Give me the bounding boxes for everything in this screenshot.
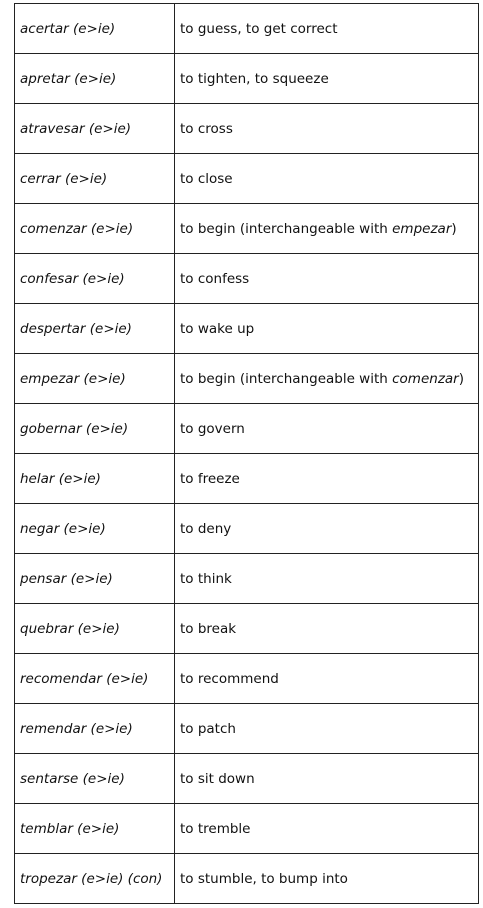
meaning-text: to guess, to get correct [180, 20, 338, 37]
table-row [15, 754, 479, 804]
table-row [15, 654, 479, 704]
verb-cell: sentarse (e>ie) [15, 754, 175, 804]
verb-table-body [15, 4, 479, 904]
meaning-cell [175, 554, 479, 604]
verb-cell: comenzar (e>ie) [15, 204, 175, 254]
meaning-text: to confess [180, 270, 250, 287]
verb-cell: negar (e>ie) [15, 504, 175, 554]
meaning-cell [175, 4, 479, 54]
table-row [15, 454, 479, 504]
meaning-cell [175, 54, 479, 104]
verb-cell: cerrar (e>ie) [15, 154, 175, 204]
table-row [15, 404, 479, 454]
meaning-text: to tighten, to squeeze [180, 70, 329, 87]
meaning-text: to wake up [180, 320, 255, 337]
verb-cell: apretar (e>ie) [15, 54, 175, 104]
meaning-cell [175, 104, 479, 154]
table-row [15, 704, 479, 754]
verb-cell: remendar (e>ie) [15, 704, 175, 754]
meaning-cell [175, 204, 479, 254]
table-row [15, 354, 479, 404]
meaning-italic-text: comenzar [392, 370, 459, 387]
table-row [15, 804, 479, 854]
meaning-cell [175, 304, 479, 354]
meaning-text: to cross [180, 120, 233, 137]
verb-cell: recomendar (e>ie) [15, 654, 175, 704]
meaning-text: to think [180, 570, 232, 587]
meaning-close-text: ) [451, 220, 457, 237]
verb-cell: pensar (e>ie) [15, 554, 175, 604]
verb-cell: temblar (e>ie) [15, 804, 175, 854]
table-row [15, 104, 479, 154]
meaning-cell [175, 154, 479, 204]
table-row [15, 4, 479, 54]
table-row [15, 504, 479, 554]
verb-cell: atravesar (e>ie) [15, 104, 175, 154]
table-row [15, 154, 479, 204]
meaning-cell [175, 454, 479, 504]
verb-cell: empezar (e>ie) [15, 354, 175, 404]
meaning-text: to freeze [180, 470, 240, 487]
meaning-text: to begin (interchangeable with [180, 370, 393, 387]
meaning-cell [175, 404, 479, 454]
verb-cell: quebrar (e>ie) [15, 604, 175, 654]
meaning-text: to stumble, to bump into [180, 870, 348, 887]
verb-cell: acertar (e>ie) [15, 4, 175, 54]
table-row [15, 604, 479, 654]
table-row [15, 204, 479, 254]
verb-cell: gobernar (e>ie) [15, 404, 175, 454]
meaning-cell [175, 754, 479, 804]
table-row [15, 304, 479, 354]
verb-table [14, 3, 479, 904]
meaning-cell [175, 604, 479, 654]
meaning-text: to recommend [180, 670, 279, 687]
table-row [15, 254, 479, 304]
meaning-text: to deny [180, 520, 232, 537]
verb-cell: helar (e>ie) [15, 454, 175, 504]
table-row [15, 854, 479, 904]
meaning-cell [175, 354, 479, 404]
meaning-text: to close [180, 170, 233, 187]
meaning-text: to patch [180, 720, 236, 737]
verb-table-container [14, 3, 479, 904]
meaning-cell [175, 704, 479, 754]
verb-cell: despertar (e>ie) [15, 304, 175, 354]
meaning-cell [175, 654, 479, 704]
meaning-italic-text: empezar [392, 220, 452, 237]
verb-cell: tropezar (e>ie) (con) [15, 854, 175, 904]
meaning-close-text: ) [458, 370, 465, 387]
meaning-text: to tremble [180, 820, 251, 837]
meaning-cell [175, 854, 479, 904]
meaning-text: to govern [180, 420, 245, 437]
meaning-cell [175, 804, 479, 854]
verb-cell: confesar (e>ie) [15, 254, 175, 304]
table-row [15, 554, 479, 604]
meaning-text: to sit down [180, 770, 255, 787]
meaning-cell [175, 504, 479, 554]
table-row [15, 54, 479, 104]
meaning-text: to begin (interchangeable with [180, 220, 393, 237]
meaning-cell [175, 254, 479, 304]
meaning-text: to break [180, 620, 237, 637]
